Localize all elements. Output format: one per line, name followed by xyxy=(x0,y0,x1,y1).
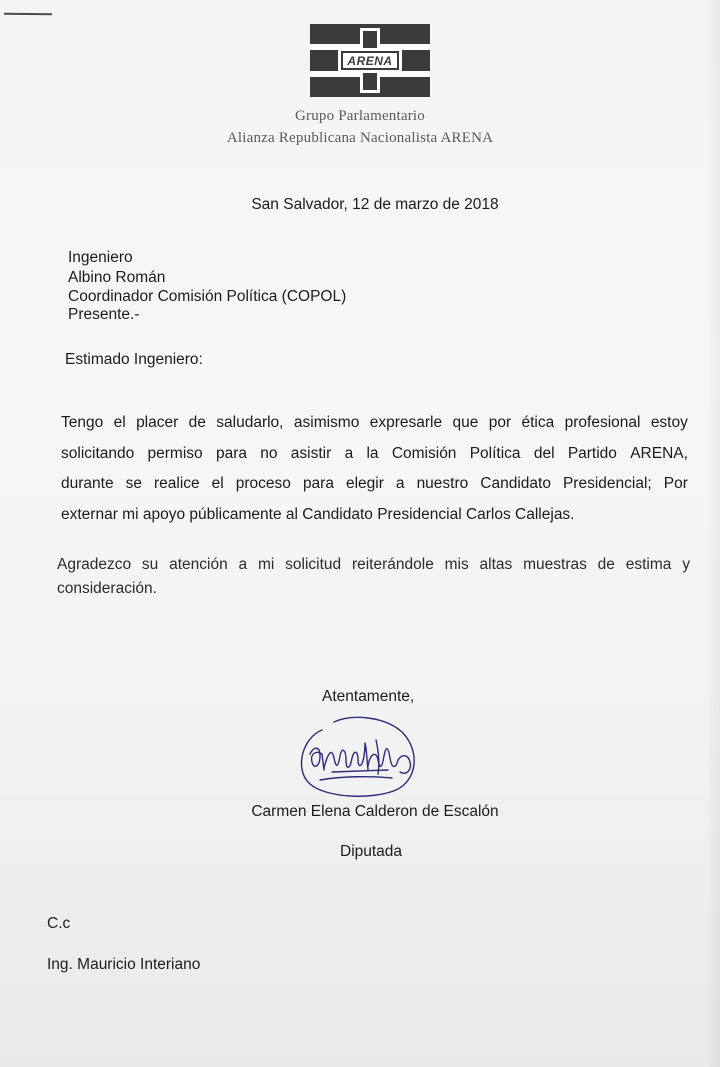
word: para xyxy=(302,475,334,492)
word: de xyxy=(597,556,615,573)
date-line: San Salvador, 12 de marzo de 2018 xyxy=(251,196,499,213)
body-paragraph-1 xyxy=(61,408,688,530)
word: mis xyxy=(444,556,469,573)
word: solicitando xyxy=(61,444,135,462)
word: de xyxy=(188,414,206,431)
salutation: Estimado Ingeniero: xyxy=(65,351,203,368)
word: saludarlo, xyxy=(216,414,284,431)
word: para xyxy=(215,444,247,462)
word: Por xyxy=(663,475,688,492)
word: el xyxy=(113,414,126,431)
word: nuestro xyxy=(416,475,469,492)
paragraph-2-line xyxy=(57,553,690,577)
word: muestras xyxy=(523,556,587,573)
word: Presidencial; xyxy=(562,475,652,492)
word: Agradezco xyxy=(57,556,132,573)
signer-role: Diputada xyxy=(340,843,403,860)
pen-mark xyxy=(4,13,52,16)
word: realice xyxy=(153,475,200,492)
word: a xyxy=(395,475,405,492)
arena-logo xyxy=(310,24,430,97)
word: altas xyxy=(479,556,513,573)
signer-name: Carmen Elena Calderon de Escalón xyxy=(251,803,499,820)
word: el xyxy=(211,475,224,492)
recipient-position: Coordinador Comisión Política (COPOL) xyxy=(68,288,347,305)
word: durante xyxy=(61,475,114,492)
word: atención xyxy=(169,556,228,573)
word: asimismo xyxy=(293,414,360,431)
word: placer xyxy=(136,414,179,431)
body-paragraph-2 xyxy=(57,553,690,601)
word: ética xyxy=(521,414,555,431)
handwritten-signature xyxy=(292,710,424,802)
word: no xyxy=(260,444,278,462)
word: mi xyxy=(257,556,275,573)
word: Política xyxy=(469,444,521,462)
word: su xyxy=(141,556,159,573)
recipient-presente: Presente.- xyxy=(68,306,140,323)
page-edge-shadow xyxy=(706,0,720,1067)
logo-lettering: ARENA xyxy=(347,54,393,68)
paragraph-2-line: consideración. xyxy=(57,580,157,597)
word: estoy xyxy=(650,414,688,431)
letterhead-party: Alianza Republicana Nacionalista ARENA xyxy=(226,130,494,146)
word: y xyxy=(682,556,690,573)
cc-name: Ing. Mauricio Interiano xyxy=(47,956,201,973)
paragraph-1-line xyxy=(61,439,688,470)
word: Partido xyxy=(567,444,617,462)
word: Tengo xyxy=(61,414,104,431)
letterhead-group: Grupo Parlamentario xyxy=(294,108,425,124)
word: reiterándole xyxy=(351,556,434,573)
paragraph-1-line xyxy=(61,469,688,500)
word: por xyxy=(488,414,512,431)
word: asistir xyxy=(290,444,332,462)
word: ARENA, xyxy=(630,444,688,462)
word: solicitud xyxy=(285,556,342,573)
word: proceso xyxy=(235,475,291,492)
word: estima xyxy=(625,556,672,573)
word: a xyxy=(344,444,354,462)
word: Comisión xyxy=(391,444,457,462)
word: expresarle xyxy=(369,414,443,431)
paragraph-1-line xyxy=(61,408,688,439)
word: la xyxy=(366,444,379,462)
word: permiso xyxy=(147,444,203,462)
recipient-name: Albino Román xyxy=(68,269,166,286)
word: Candidato xyxy=(480,475,551,492)
word: elegir xyxy=(345,475,384,492)
paragraph-1-line: externar mi apoyo públicamente al Candidato Presidencial Carlos Callejas. xyxy=(61,505,575,523)
word: del xyxy=(533,444,555,462)
cc-label: C.c xyxy=(47,915,71,932)
word: a xyxy=(238,556,248,573)
word: se xyxy=(125,475,142,492)
recipient-title: Ingeniero xyxy=(68,249,133,266)
closing: Atentamente, xyxy=(322,688,415,705)
word: profesional xyxy=(564,414,641,431)
word: que xyxy=(452,414,479,431)
